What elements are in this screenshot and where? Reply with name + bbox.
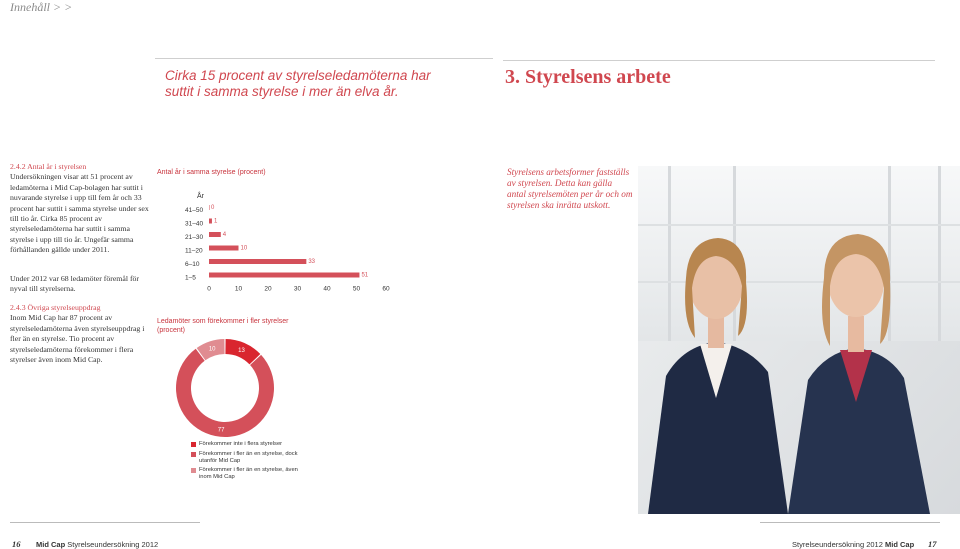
data-label: 0 (211, 205, 215, 211)
bar (209, 259, 306, 264)
category-tick-label: 6–10 (185, 261, 200, 268)
nav-link-contents[interactable]: Innehåll > > (10, 0, 73, 14)
category-tick-label: 11–20 (185, 247, 203, 255)
footer-rule-right (760, 522, 940, 523)
footer-left (36, 540, 158, 549)
bar-chart-title: Antal år i samma styrelse (procent) (157, 169, 266, 176)
photo-two-women (638, 166, 960, 514)
donut-slice (176, 346, 274, 437)
slice-label: 13 (238, 347, 245, 354)
footer-brand: Mid Cap (885, 540, 915, 549)
legend-swatch (191, 468, 196, 473)
section-2-4-2 (10, 162, 155, 256)
legend-item (191, 467, 301, 483)
donut-chart (170, 333, 280, 443)
side-quote: Styrelsens arbetsformer fastställs av styrelsen. Detta kan gälla antal styrelsemöten per år och om styrelsen ska inrätta utskott. (507, 167, 633, 210)
footer-rule-left (10, 522, 200, 523)
pull-quote: Cirka 15 procent av styrelseledamöterna har suttit i samma styrelse i mer än elva år. (165, 68, 431, 99)
top-rule-left (155, 58, 493, 59)
bar (209, 273, 359, 278)
legend-item (191, 451, 301, 467)
x-tick-label: 20 (264, 285, 272, 293)
category-tick-label: 41–50 (185, 207, 204, 214)
legend-item (191, 441, 301, 449)
legend-label: Förekommer i fler än en styrelse, dock utanför Mid Cap (199, 451, 298, 464)
top-rule-right (503, 60, 935, 61)
page-number-left: 16 (12, 539, 21, 549)
paragraph-nyval: Under 2012 var 68 ledamöter föremål för nyval till styrelserna. (10, 274, 140, 294)
x-tick-label: 0 (207, 285, 211, 293)
section-heading: 2.4.2 Antal år i styrelsen (10, 162, 87, 171)
legend-label: Förekommer inte i flera styrelser (199, 441, 283, 447)
bar (209, 246, 239, 251)
legend-label: Förekommer i fler än en styrelse, även inom Mid Cap (199, 467, 298, 480)
category-axis-label: År (197, 193, 204, 200)
legend-swatch (191, 452, 196, 457)
section-heading: 2.4.3 Övriga styrelseuppdrag (10, 303, 101, 312)
paragraph: Inom Mid Cap har 87 procent av styrelseledamöterna även styrelseuppdrag i fler än en styrelse. Tio procent av styrelseledamöterna förekommer i flera styrelser även inom Mid Cap. (10, 313, 145, 365)
bar-chart (157, 178, 417, 300)
category-tick-label: 31–40 (185, 220, 204, 228)
footer-right (792, 540, 914, 549)
data-label: 51 (361, 272, 369, 279)
x-tick-label: 50 (352, 285, 361, 293)
footer-brand: Mid Cap (36, 540, 66, 549)
x-tick-label: 10 (234, 285, 243, 293)
footer-title: Styrelseundersökning 2012 (67, 540, 159, 549)
slice-label: 10 (208, 346, 216, 353)
bar (209, 232, 221, 237)
bar (209, 205, 210, 210)
data-label: 10 (240, 245, 248, 252)
section-2-4-3 (10, 303, 155, 365)
data-label: 4 (222, 232, 227, 238)
bar (209, 219, 212, 224)
donut-chart-title: Ledamöter som förekommer i fler styrelser (procent) (157, 318, 289, 334)
x-tick-label: 40 (323, 285, 331, 293)
footer-title: Styrelseundersökning 2012 (792, 540, 883, 549)
paragraph: Undersökningen visar att 51 procent av ledamöterna i Mid Cap-bolagen har suttit i nuvarande styrelse i upp till fem år och 33 procent har suttit i samma styrelse under sex till tio år. Cirka 85 procent av styrelseledamöterna har suttit i samma styrelse i upp till tio år. Ungefär samma förhållanden gällde under 2011. (10, 172, 149, 255)
data-label: 33 (308, 259, 316, 265)
data-label: 1 (213, 218, 218, 225)
x-tick-label: 30 (293, 285, 302, 293)
slice-label: 77 (217, 427, 225, 434)
page-number-right: 17 (928, 539, 937, 549)
x-tick-label: 60 (382, 285, 390, 293)
legend-swatch (191, 442, 196, 447)
chapter-title: 3. Styrelsens arbete (505, 66, 671, 88)
category-tick-label: 1–5 (185, 274, 196, 282)
category-tick-label: 21–30 (185, 234, 204, 241)
